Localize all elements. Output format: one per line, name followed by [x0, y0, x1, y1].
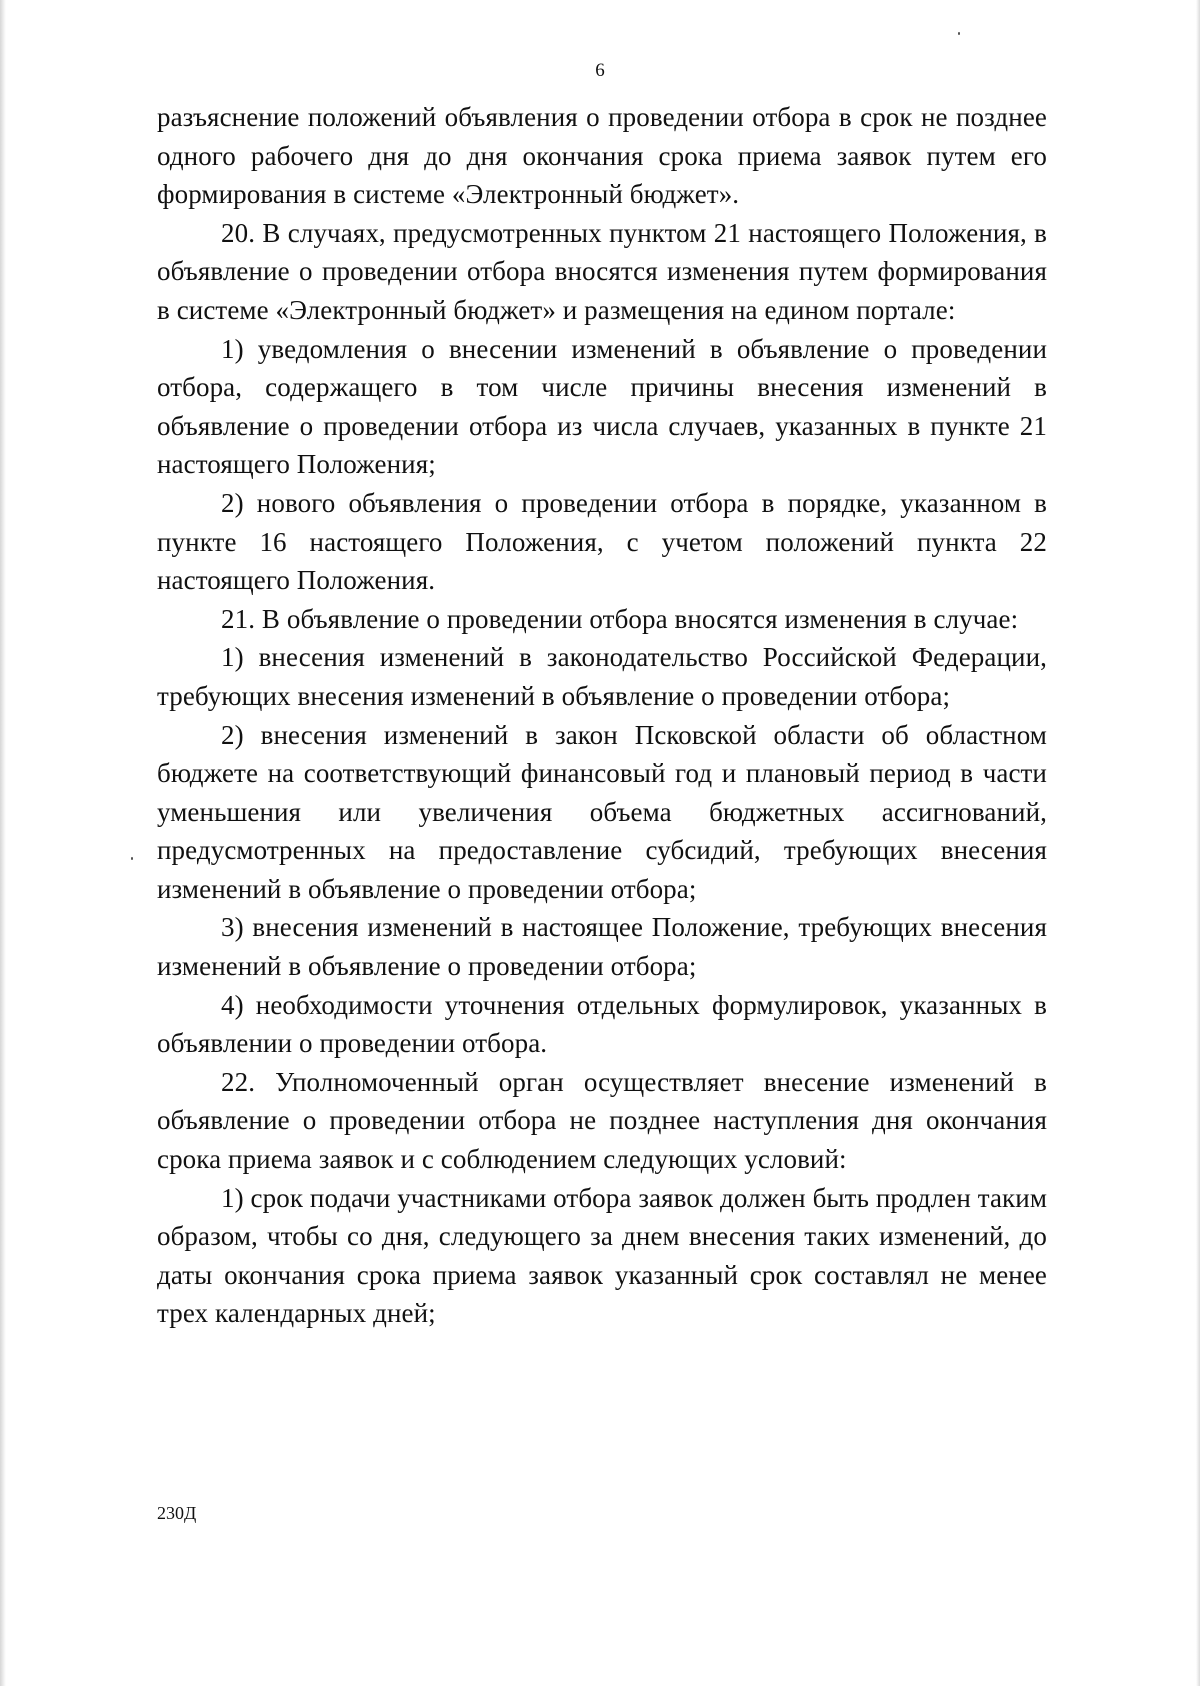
document-code: 230Д	[157, 1503, 197, 1523]
paragraph-item-21-1: 1) внесения изменений в законодательство Российской Федерации, требующих внесения изменений в объявление о проведении отбора;	[157, 642, 1047, 711]
scan-edge-right	[1196, 0, 1200, 1686]
paragraph-item-22-1: 1) срок подачи участниками отбора заявок должен быть продлен таким образом, чтобы со дня, следующего за днем внесения таких изменений, до даты окончания срока приема заявок указанный срок составлял не менее трех календарных дней;	[157, 1182, 1047, 1329]
paragraph-item-21: 21. В объявление о проведении отбора вносятся изменения в случае:	[221, 603, 1019, 634]
paragraph-item-20: 20. В случаях, предусмотренных пунктом 21 настоящего Положения, в объявление о проведении отбора вносятся изменения путем формирования в системе «Электронный бюджет» и размещения на едином портале:	[157, 217, 1047, 325]
scan-edge-left	[0, 0, 6, 1686]
paragraph-item-20-2: 2) нового объявления о проведении отбора в порядке, указанном в пункте 16 настоящего Положения, с учетом положений пункта 22 настоящего Положения.	[157, 487, 1047, 596]
page-number: 6	[595, 60, 605, 81]
paragraph-item-21-2: 2) внесения изменений в закон Псковской области об областном бюджете на соответствующий финансовый год и плановый период в части уменьшения или увеличения объема бюджетных ассигнований, предусмотренных на предоставление субсидий, требующих внесения изменений в объявление о проведении отбора;	[157, 719, 1047, 904]
paragraph-item-20-1: 1) уведомления о внесении изменений в объявление о проведении отбора, содержащего в том числе причины внесения изменений в объявление о проведении отбора из числа случаев, указанных в пункте 21 настоящего Положения;	[157, 333, 1047, 480]
paragraph-item-21-4: 4) необходимости уточнения отдельных формулировок, указанных в объявлении о проведении отбора.	[157, 989, 1047, 1059]
scan-speck	[131, 857, 133, 860]
paragraph-item-22: 22. Уполномоченный орган осуществляет внесение изменений в объявление о проведении отбора не позднее наступления дня окончания срока приема заявок и с соблюдением следующих условий:	[157, 1066, 1047, 1175]
paragraph-item-21-3: 3) внесения изменений в настоящее Положение, требующих внесения изменений в объявление о проведении отбора;	[157, 912, 1047, 982]
document-body	[157, 98, 1047, 1333]
scan-speck	[958, 32, 960, 35]
paragraph-continuation: разъяснение положений объявления о проведении отбора в срок не позднее одного рабочего дня до дня окончания срока приема заявок путем его формирования в системе «Электронный бюджет».	[157, 102, 1047, 210]
